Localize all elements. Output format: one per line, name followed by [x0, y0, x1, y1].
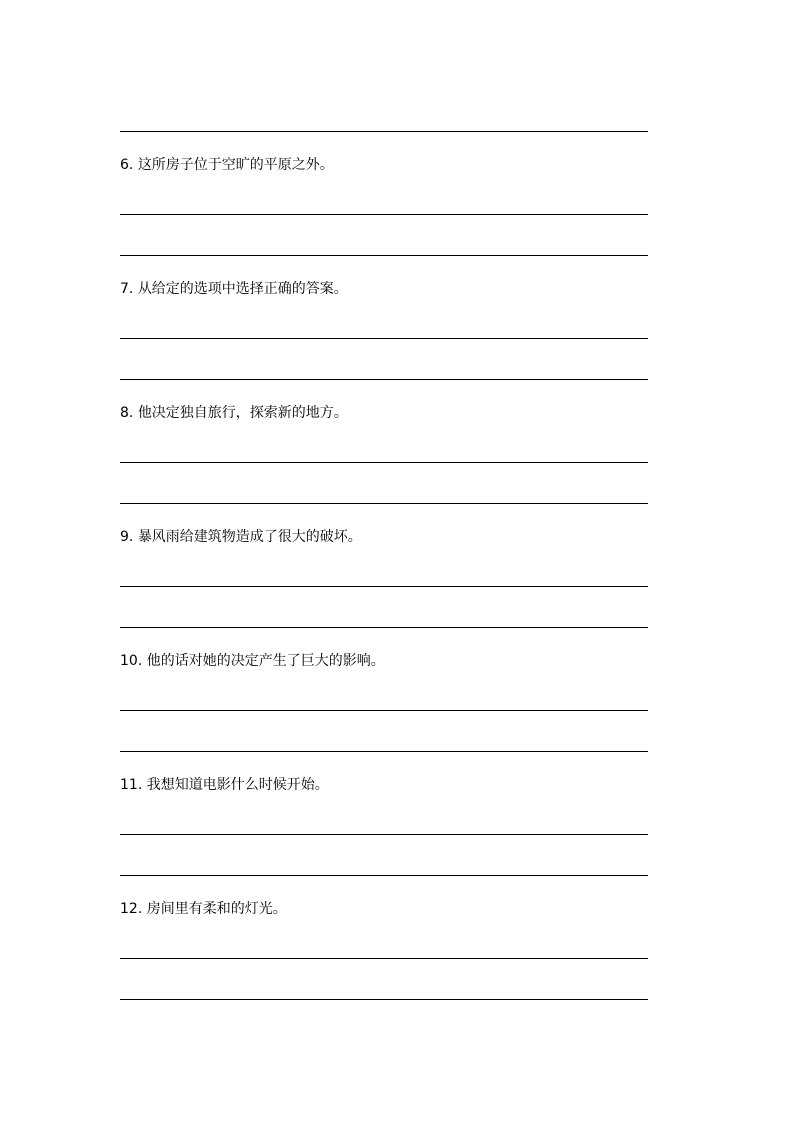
question-text: 从给定的选项中选择正确的答案。 — [137, 281, 348, 297]
answer-line[interactable] — [120, 214, 648, 215]
question-7 — [120, 280, 648, 298]
answer-line[interactable] — [120, 379, 648, 380]
question-number: 9. — [120, 529, 134, 545]
question-number: 12. — [120, 901, 143, 917]
answer-line[interactable] — [120, 751, 648, 752]
answer-line — [120, 131, 648, 132]
question-text: 他的话对她的决定产生了巨大的影响。 — [146, 653, 385, 669]
answer-line[interactable] — [120, 958, 648, 959]
answer-line[interactable] — [120, 462, 648, 463]
answer-line[interactable] — [120, 338, 648, 339]
question-8 — [120, 404, 648, 422]
question-10 — [120, 652, 648, 670]
answer-line[interactable] — [120, 627, 648, 628]
answer-line[interactable] — [120, 586, 648, 587]
question-number: 8. — [120, 405, 134, 421]
question-12 — [120, 900, 648, 918]
question-text: 暴风雨给建筑物造成了很大的破坏。 — [137, 529, 362, 545]
question-11 — [120, 776, 648, 794]
question-number: 11. — [120, 777, 143, 793]
answer-line[interactable] — [120, 999, 648, 1000]
answer-line[interactable] — [120, 710, 648, 711]
answer-line[interactable] — [120, 834, 648, 835]
question-6 — [120, 156, 648, 174]
question-9 — [120, 528, 648, 546]
question-text: 房间里有柔和的灯光。 — [146, 901, 287, 917]
answer-line[interactable] — [120, 503, 648, 504]
answer-line[interactable] — [120, 875, 648, 876]
answer-line[interactable] — [120, 255, 648, 256]
question-number: 10. — [120, 653, 143, 669]
question-text: 这所房子位于空旷的平原之外。 — [137, 157, 334, 173]
question-number: 7. — [120, 281, 134, 297]
question-text: 我想知道电影什么时候开始。 — [146, 777, 329, 793]
question-number: 6. — [120, 157, 134, 173]
question-text: 他决定独自旅行，探索新的地方。 — [137, 405, 348, 421]
